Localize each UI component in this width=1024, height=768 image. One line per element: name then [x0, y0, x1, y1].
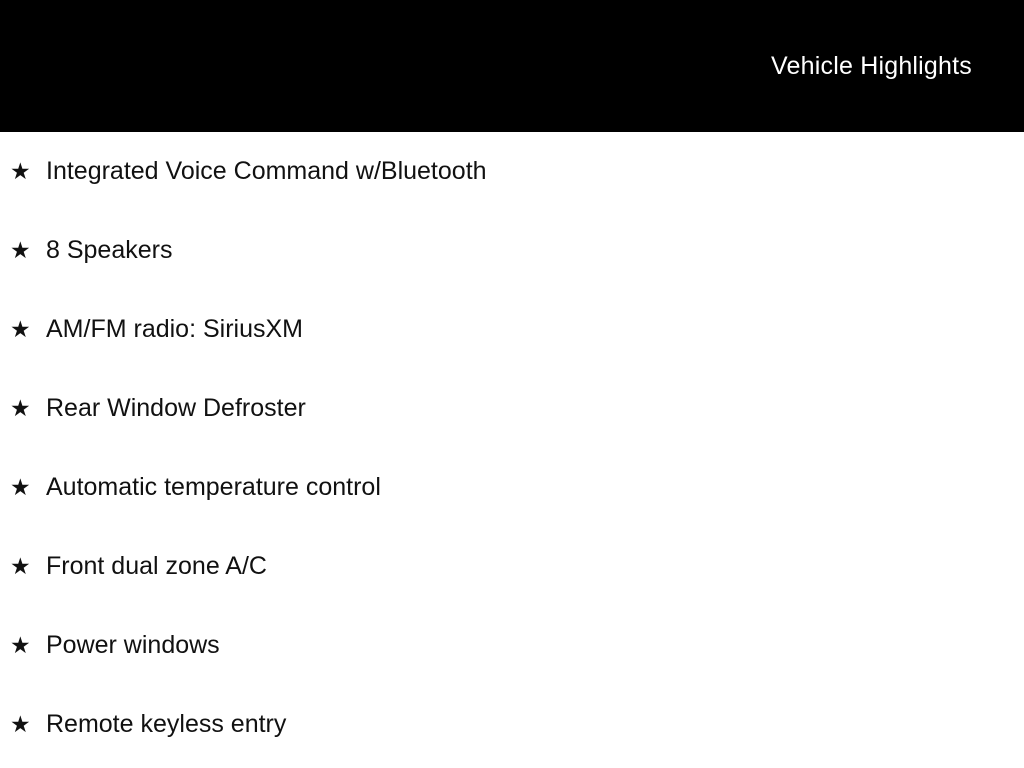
list-item-label: 8 Speakers — [46, 235, 173, 264]
page-title: Vehicle Highlights — [771, 51, 972, 80]
list-item — [0, 132, 1024, 211]
list-item-label: Remote keyless entry — [46, 709, 287, 738]
star-bullet-icon: ★ — [10, 632, 31, 658]
list-item-label: Rear Window Defroster — [46, 393, 306, 422]
star-bullet-icon: ★ — [10, 395, 31, 421]
list-item-label: AM/FM radio: SiriusXM — [46, 314, 303, 343]
header-bar — [0, 0, 1024, 132]
list-item — [0, 448, 1024, 527]
star-bullet-icon: ★ — [10, 553, 31, 579]
star-bullet-icon: ★ — [10, 158, 31, 184]
list-item — [0, 369, 1024, 448]
list-item-label: Power windows — [46, 630, 220, 659]
star-bullet-icon: ★ — [10, 237, 31, 263]
list-item — [0, 606, 1024, 685]
highlights-list — [0, 132, 1024, 764]
list-item — [0, 685, 1024, 764]
star-bullet-icon: ★ — [10, 474, 31, 500]
star-bullet-icon: ★ — [10, 316, 31, 342]
list-item — [0, 290, 1024, 369]
list-item — [0, 527, 1024, 606]
star-bullet-icon: ★ — [10, 711, 31, 737]
list-item-label: Front dual zone A/C — [46, 551, 267, 580]
list-item-label: Integrated Voice Command w/Bluetooth — [46, 156, 487, 185]
list-item — [0, 211, 1024, 290]
list-item-label: Automatic temperature control — [46, 472, 381, 501]
